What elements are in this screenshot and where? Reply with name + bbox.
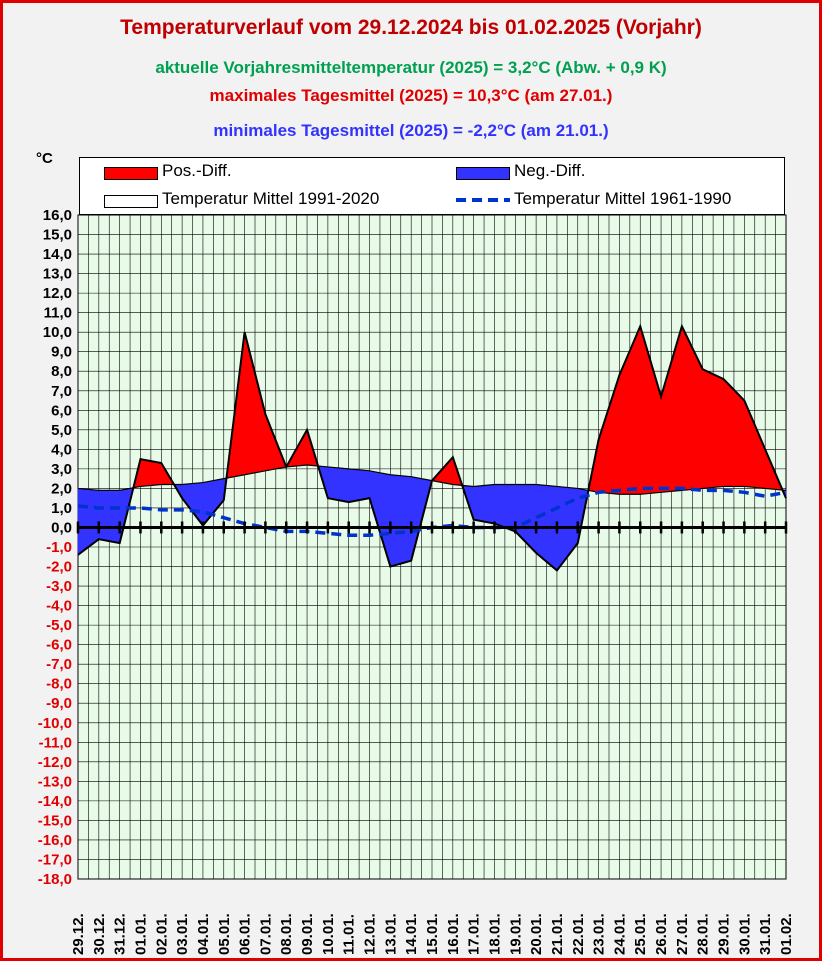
y-tick-label: -6,0 <box>46 636 72 654</box>
x-tick-label: 31.12. <box>111 913 129 955</box>
y-tick-label: -12,0 <box>37 753 72 771</box>
y-tick-label: -1,0 <box>46 539 72 556</box>
x-tick-label: 29.01. <box>715 913 733 955</box>
x-tick-label: 16.01. <box>444 913 462 955</box>
subtitle-max: maximales Tagesmittel (2025) = 10,3°C (am 27.01.) <box>209 86 613 105</box>
chart-title: Temperaturverlauf vom 29.12.2024 bis 01.02.2025 (Vorjahr) <box>120 16 702 39</box>
x-tick-label: 20.01. <box>528 913 546 955</box>
subtitle-mean: aktuelle Vorjahresmitteltemperatur (2025) = 3,2°C (Abw. + 0,9 K) <box>155 58 667 77</box>
x-tick-label: 30.12. <box>90 913 108 955</box>
y-tick-label: -10,0 <box>37 714 72 732</box>
y-tick-label: 16,0 <box>42 207 72 224</box>
x-tick-label: 04.01. <box>194 913 212 955</box>
y-tick-label: -14,0 <box>37 792 72 810</box>
x-tick-label: 01.01. <box>132 913 150 955</box>
x-tick-label: 25.01. <box>632 913 650 955</box>
x-tick-label: 03.01. <box>174 913 192 955</box>
x-tick-label: 31.01. <box>757 913 775 955</box>
x-tick-label: 30.01. <box>736 913 754 955</box>
x-tick-label: 23.01. <box>590 913 608 955</box>
neg-diff-area <box>349 469 370 502</box>
y-tick-label: 13,0 <box>42 265 72 283</box>
y-tick-label: 7,0 <box>51 382 72 400</box>
x-tick-label: 19.01. <box>507 913 525 955</box>
x-tick-label: 28.01. <box>694 913 712 955</box>
x-tick-label: 01.02. <box>778 913 795 955</box>
x-tick-label: 17.01. <box>465 913 483 955</box>
x-tick-label: 21.01. <box>548 913 566 955</box>
y-tick-label: 0,0 <box>51 519 72 537</box>
y-tick-label: 6,0 <box>51 402 72 420</box>
x-tick-label: 11.01. <box>340 914 358 955</box>
y-tick-label: -3,0 <box>46 578 72 596</box>
legend-label-neg: Neg.-Diff. <box>514 161 586 180</box>
legend-label-mean-1991: Temperatur Mittel 1991-2020 <box>162 189 380 208</box>
x-tick-label: 15.01. <box>424 913 441 955</box>
legend-label-mean-1961: Temperatur Mittel 1961-1990 <box>514 189 732 208</box>
neg-diff-area <box>474 485 495 524</box>
x-tick-label: 12.01. <box>361 913 379 955</box>
y-tick-label: -8,0 <box>46 675 72 693</box>
x-tick-label: 24.01. <box>611 913 629 955</box>
y-tick-label: -13,0 <box>37 773 72 791</box>
y-tick-label: -2,0 <box>46 558 72 576</box>
y-tick-label: -17,0 <box>37 851 72 869</box>
legend-label-pos: Pos.-Diff. <box>162 161 232 180</box>
y-tick-label: -15,0 <box>37 812 72 830</box>
y-tick-label: 11,0 <box>43 304 72 322</box>
neg-diff-area <box>390 475 411 567</box>
y-tick-label: 5,0 <box>51 421 72 439</box>
x-tick-label: 06.01. <box>236 913 254 955</box>
y-tick-label: 1,0 <box>51 499 72 517</box>
y-tick-label: -16,0 <box>37 831 72 849</box>
x-tick-label: 29.12. <box>70 913 87 955</box>
x-tick-label: 26.01. <box>653 913 671 955</box>
x-tick-label: 07.01. <box>257 913 275 955</box>
x-tick-label: 18.01. <box>486 913 504 955</box>
y-tick-label: 12,0 <box>42 285 72 303</box>
neg-diff-area <box>99 490 120 543</box>
x-tick-label: 05.01. <box>215 913 233 955</box>
subtitle-min: minimales Tagesmittel (2025) = -2,2°C (am 21.01.) <box>213 121 609 140</box>
x-tick-label: 10.01. <box>319 913 337 955</box>
y-tick-label: 3,0 <box>51 460 72 478</box>
x-tick-label: 27.01. <box>673 913 691 955</box>
y-tick-label: -9,0 <box>46 695 72 713</box>
neg-diff-area <box>328 467 349 502</box>
pos-diff-area <box>703 369 724 488</box>
y-tick-label: 4,0 <box>51 441 72 459</box>
x-tick-label: 14.01. <box>403 913 421 955</box>
x-tick-label: 13.01. <box>382 913 400 955</box>
x-tick-label: 09.01. <box>299 913 317 955</box>
y-tick-label: -11,0 <box>38 734 72 752</box>
y-tick-label: 9,0 <box>51 343 72 361</box>
y-tick-label: -5,0 <box>46 617 72 635</box>
y-tick-label: 10,0 <box>42 324 72 342</box>
y-tick-label: 14,0 <box>42 246 72 264</box>
y-tick-label: -18,0 <box>37 871 72 888</box>
x-tick-label: 02.01. <box>153 913 171 955</box>
x-tick-label: 22.01. <box>569 913 587 955</box>
y-tick-label: -4,0 <box>46 597 72 615</box>
y-tick-label: 2,0 <box>51 480 72 498</box>
x-tick-label: 08.01. <box>278 913 296 955</box>
y-tick-label: 15,0 <box>42 226 72 244</box>
y-tick-label: -7,0 <box>46 656 72 674</box>
y-tick-label: 8,0 <box>51 363 72 381</box>
y-unit-label: °C <box>36 150 53 167</box>
